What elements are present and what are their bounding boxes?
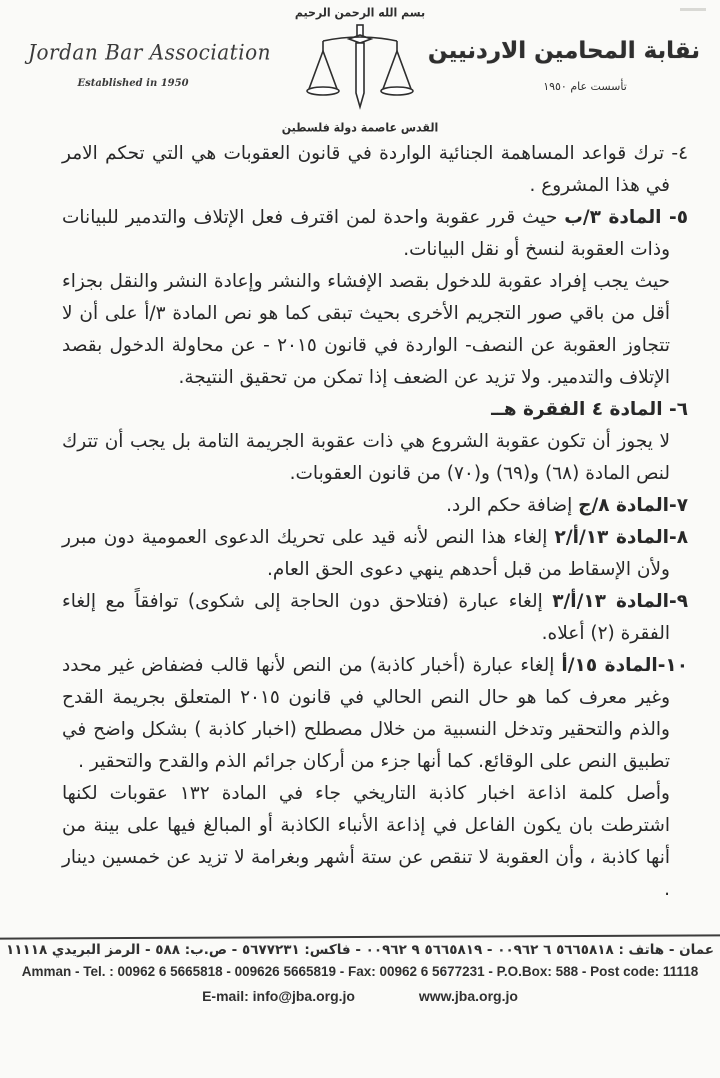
list-item-continuation xyxy=(62,426,688,490)
item-text: لا يجوز أن تكون عقوبة الشروع هي ذات عقوبة الجريمة التامة بل يجب أن تترك لنص المادة (٦٨) و(٦٩) و(٧٠) من قانون العقوبات. xyxy=(62,431,670,484)
footer-divider xyxy=(0,934,720,939)
footer-website: www.jba.org.jo xyxy=(418,988,518,1004)
item-number: ١٠-المادة ١٥/أ xyxy=(561,655,689,676)
footer-email: E-mail: info@jba.org.jo xyxy=(202,988,355,1004)
item-text: إلغاء هذا النص لأنه قيد على تحريك الدعوى العمومية دون مبرر ولأن الإسقاط من قبل أحدهم ينهي دعوى الحق العام. xyxy=(62,527,670,580)
footer-contact-arabic: عمان - هاتف : ٥٦٦٥٨١٨ ٦ ٠٠٩٦٢ - ٥٦٦٥٨١٩ ٩ ٠٠٩٦٢ - فاكس: ٥٦٧٧٢٣١ - ص.ب: ٥٨٨ - الرمز البريدي ١١١١٨ xyxy=(5,942,714,958)
item-number: ٧-المادة ٨/ج xyxy=(578,495,688,516)
item-number: ٨-المادة ١٣/أ/٢ xyxy=(554,527,688,548)
item-text: حيث قرر عقوبة واحدة لمن اقترف فعل الإتلاف والتدمير للبيانات وذات العقوبة لنسخ أو نقل البيانات. xyxy=(62,207,670,260)
footer-contact-english: Amman - Tel. : 00962 6 5665818 - 009626 5665819 - Fax: 00962 6 5677231 - P.O.Box: 588 - Post code: 11118 xyxy=(21,964,699,979)
item-number: ٩-المادة ١٣/أ/٣ xyxy=(552,591,689,612)
item-text: ترك قواعد المساهمة الجنائية الواردة في قانون العقوبات هي التي تحكم الامر في هذا المشروع . xyxy=(62,143,672,196)
item-number: ٥- المادة ٣/ب xyxy=(564,207,688,228)
bismillah-calligraphy: بسم الله الرحمن الرحيم xyxy=(294,5,426,20)
list-item xyxy=(62,490,688,522)
list-item xyxy=(62,650,688,778)
item-text: إضافة حكم الرد. xyxy=(446,495,579,516)
list-item xyxy=(62,202,688,266)
header-english-logo xyxy=(28,39,272,89)
item-text: إلغاء عبارة (فتلاحق دون الحاجة إلى شكوى) توافقاً مع إلغاء الفقرة (٢) أعلاه. xyxy=(62,591,670,644)
emblem-caption: القدس عاصمة دولة فلسطين xyxy=(281,120,439,135)
scales-of-justice-icon xyxy=(305,23,415,115)
list-item xyxy=(62,522,688,586)
item-text: إلغاء عبارة (أخبار كاذبة) من النص لأنها قالب فضفاض غير محدد وغير معرف كما هو حال النص الحالي في قانون ٢٠١٥ المتعلق بجريمة القدح والذم والتحقير وتدخل النسبية من خلال مصطلح (اخبار كاذبة ) بشكل واضح في تطبيق النص على الوقائع. كما أنها جزء من أركان جرائم الذم والقدح والتحقير . xyxy=(62,655,670,772)
org-name-english: Jordan Bar Association xyxy=(28,39,272,65)
item-text: وأصل كلمة اذاعة اخبار كاذبة التاريخي جاء في المادة ١٣٢ عقوبات لكنها اشترطت بان يكون الفاعل في إذاعة الأنباء الكاذبة أو المبالغ فيها على بينة من أنها كاذبة ، وأن العقوبة لا تنقص عن ستة أشهر وبغرامة لا تزيد عن خمسين دينار . xyxy=(62,783,670,900)
list-item xyxy=(62,394,688,426)
association-emblem xyxy=(272,6,448,134)
item-number: ٤- xyxy=(671,143,688,164)
scan-artifact xyxy=(680,8,706,11)
footer-web-line xyxy=(0,988,720,1004)
established-arabic: تأسست عام ١٩٥٠ xyxy=(543,80,627,93)
item-number: ٦- المادة ٤ الفقرة هــ xyxy=(491,399,688,420)
list-item-continuation xyxy=(62,778,688,906)
list-item-continuation xyxy=(62,266,688,394)
item-text: حيث يجب إفراد عقوبة للدخول بقصد الإفشاء والنشر وإعادة النشر والنقل بجزاء أقل من باقي صور التجريم الأخرى بحيث تبقى كما هو نص المادة ٣/أ على أن لا تتجاوز العقوبة عن النصف- الواردة في قانون ٢٠١٥ - عن محاولة الدخول بقصد الإتلاف والتدمير. ولا تزيد عن الضعف إذا تمكن من تحقيق النتيجة. xyxy=(62,271,670,388)
org-name-arabic: نقابة المحامين الاردنيين xyxy=(427,38,700,64)
list-item xyxy=(62,138,688,202)
letter-body xyxy=(62,138,688,906)
list-item xyxy=(62,586,688,650)
established-english: Established in 1950 xyxy=(77,78,189,89)
header-arabic-logo xyxy=(427,38,700,93)
